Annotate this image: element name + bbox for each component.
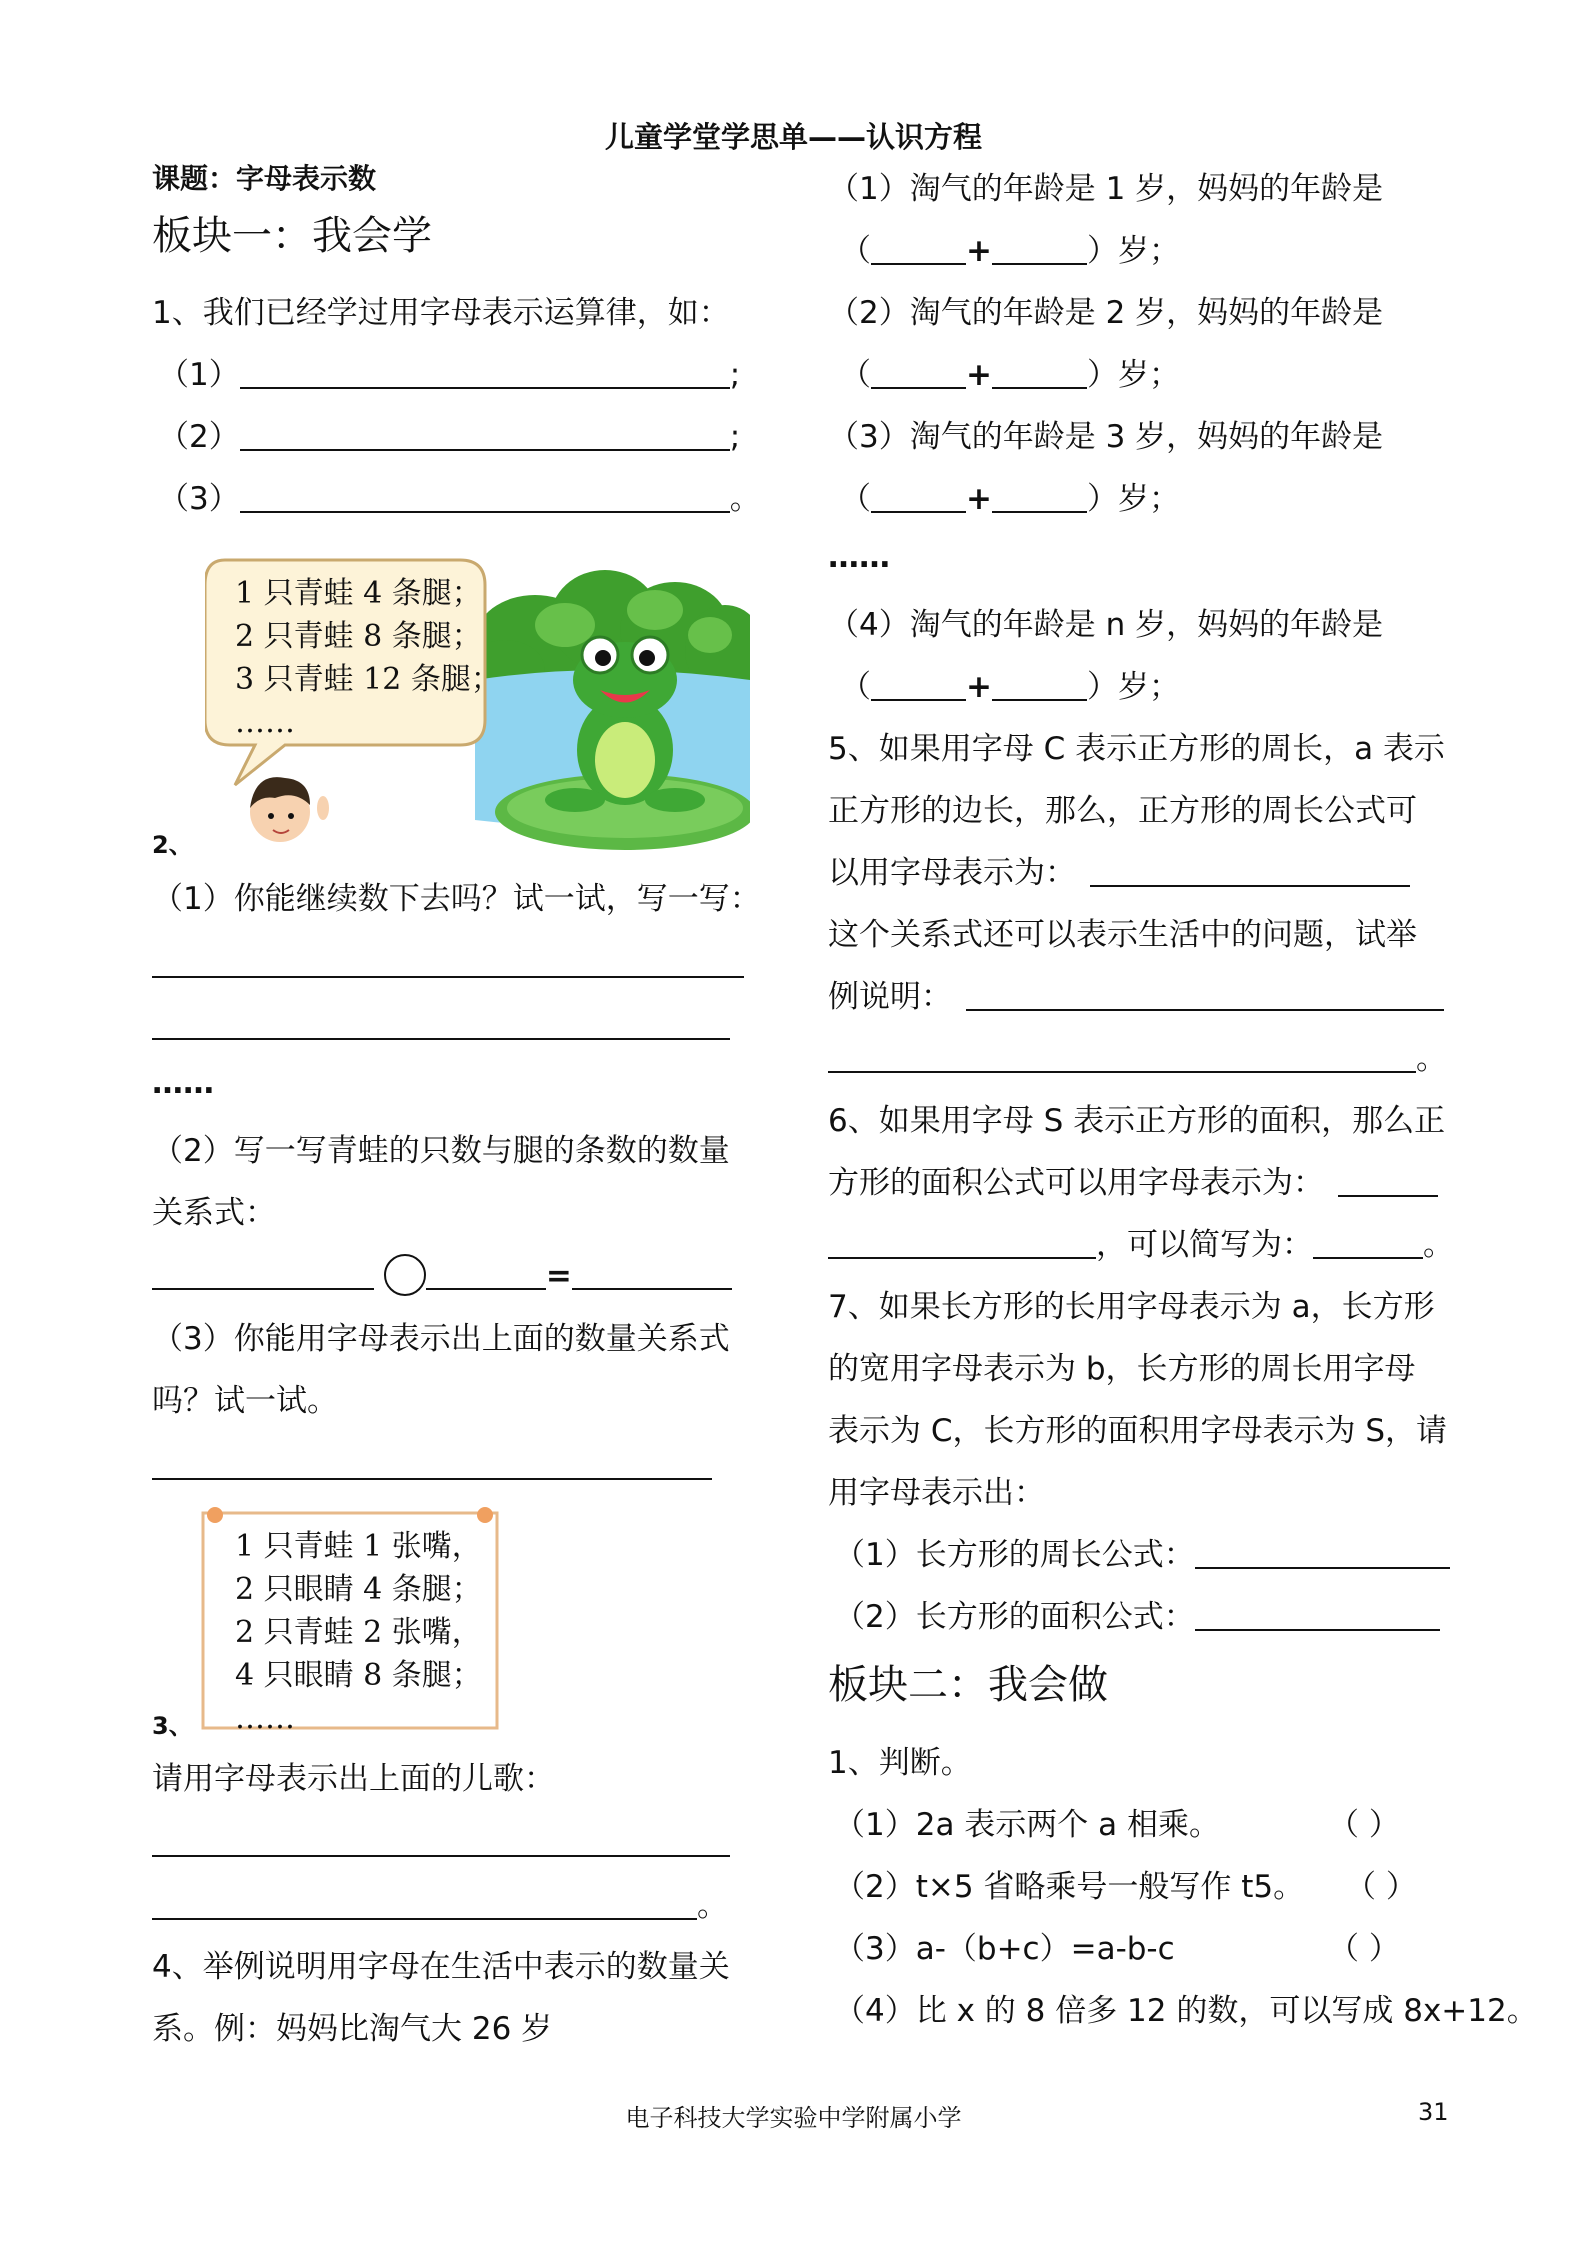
answer-blank[interactable] [572,1256,732,1290]
q7-line4: 用字母表示出： [828,1475,1045,1511]
answer-blank[interactable] [992,667,1087,701]
age-a1 [840,230,1180,272]
song-line: 2 只青蛙 2 张嘴， [235,1615,482,1650]
song-line: …… [235,1701,295,1736]
paren: （ [840,669,871,705]
bubble-line: …… [235,705,295,740]
q6-line3 [828,1224,1454,1266]
q2-sub3-line1: （3）你能用字母表示出上面的数量关系式 [152,1321,730,1357]
bubble-line: 3 只青蛙 12 条腿； [235,662,501,697]
judge-paren-2[interactable]: （ ） [1345,1869,1417,1905]
topic: 课题：字母表示数 [152,162,377,195]
answer-line[interactable] [152,1478,712,1480]
age-a4 [840,666,1180,708]
q4-line2: 系。例：妈妈比淘气大 26 岁 [152,2011,553,2047]
age-suffix: ）岁； [1086,669,1180,705]
answer-blank[interactable] [992,231,1087,265]
answer-line[interactable] [152,1855,730,1857]
q7-area-prompt: （2）长方形的面积公式： [834,1599,1195,1635]
answer-blank[interactable] [1195,1597,1440,1631]
answer-blank[interactable] [828,1039,1416,1073]
answer-blank[interactable] [828,1225,1096,1259]
dots: …… [152,1065,214,1101]
song-line: 4 只眼睛 8 条腿； [235,1658,482,1693]
q7-line3: 表示为 C，长方形的面积用字母表示为 S，请 [828,1413,1448,1449]
song-line: 2 只眼睛 4 条腿； [235,1572,482,1607]
q5-line1: 5、如果用字母 C 表示正方形的周长，a 表示 [828,731,1445,767]
q7-perimeter [834,1534,1450,1576]
bubble-line: 1 只青蛙 4 条腿； [235,576,482,611]
answer-blank[interactable] [152,1886,697,1920]
paren: （ [840,481,871,517]
judge-item-4: （4）比 x 的 8 倍多 12 的数，可以写成 8x+12。 [834,1993,1538,2029]
q5-prompt: 以用字母表示为： [828,855,1076,891]
q6-line1: 6、如果用字母 S 表示正方形的面积，那么正 [828,1103,1446,1139]
q7-perimeter-prompt: （1）长方形的周长公式： [834,1537,1195,1573]
plus-sign: + [966,669,992,705]
dots: …… [828,539,890,575]
age-suffix: ）岁； [1086,481,1180,517]
age-a3 [840,478,1180,520]
q7-line2: 的宽用字母表示为 b，长方形的周长用字母 [828,1351,1416,1387]
q5-line5 [828,976,1444,1018]
age-q4: （4）淘气的年龄是 n 岁，妈妈的年龄是 [828,607,1384,643]
bubble-line: 2 只青蛙 8 条腿； [235,619,482,654]
line-end: 。 [697,1888,728,1924]
footer-school: 电子科技大学实验中学附属小学 [625,2104,962,2132]
judge-title: 1、判断。 [828,1745,972,1781]
boy [250,777,329,842]
section-1-heading: 板块一：我会学 [152,213,432,259]
answer-blank[interactable] [871,667,966,701]
age-suffix: ）岁； [1086,233,1180,269]
q4-line1: 4、举例说明用字母在生活中表示的数量关 [152,1949,730,1985]
answer-blank[interactable] [966,977,1444,1011]
relation-blanks [152,1254,732,1297]
q5-line3 [828,852,1410,894]
judge-item-1: （1）2a 表示两个 a 相乘。 [834,1807,1221,1843]
answer-blank[interactable] [426,1256,546,1290]
judge-item-3: （3）a-（b+c）=a-b-c [834,1931,1175,1967]
q2-sub3-line2: 吗？试一试。 [152,1383,338,1419]
age-q3: （3）淘气的年龄是 3 岁，妈妈的年龄是 [828,419,1384,455]
answer-blank[interactable] [1313,1225,1423,1259]
q7-line1: 7、如果长方形的长用字母表示为 a，长方形 [828,1289,1435,1325]
equals-sign: = [545,1258,572,1294]
answer-blank[interactable] [240,355,730,389]
answer-blank[interactable] [992,479,1087,513]
q5-line4: 这个关系式还可以表示生活中的问题，试举 [828,917,1417,953]
q6-prompt: 方形的面积公式可以用字母表示为： [828,1165,1324,1201]
song-scroll [195,1505,505,1736]
line-end: 。 [1416,1041,1447,1077]
q1-item-end: ; [729,419,741,455]
q1-item-label: （2） [158,419,240,455]
plus-sign: + [966,233,992,269]
q1-item-label: （3） [158,481,240,517]
page-title: 儿童学堂学思单——认识方程 [604,120,982,154]
plus-sign: + [966,481,992,517]
song-answer-2 [152,1885,728,1927]
q1-item-end: ; [729,357,741,393]
answer-blank[interactable] [240,479,730,513]
section-2-heading: 板块二：我会做 [828,1662,1108,1708]
q1-text: 1、我们已经学过用字母表示运算律，如： [152,295,730,331]
bubble-text [235,572,501,744]
age-q2: （2）淘气的年龄是 2 岁，妈妈的年龄是 [828,295,1384,331]
q6-line2 [828,1162,1438,1204]
judge-paren-3[interactable]: （ ） [1328,1931,1400,1967]
q1-item-label: （1） [158,357,240,393]
q1-item-1 [158,354,740,396]
answer-blank[interactable] [1090,853,1410,887]
q2-number: 2、 [152,831,193,859]
q5-example-prompt: 例说明： [828,979,952,1015]
paren: （ [840,233,871,269]
page-number: 31 [1418,2098,1449,2126]
song-line: 1 只青蛙 1 张嘴， [235,1529,482,1564]
q5-line6 [828,1038,1447,1080]
age-suffix: ）岁； [1086,357,1180,393]
q2-sub2-line1: （2）写一写青蛙的只数与腿的条数的数量 [152,1133,730,1169]
q1-item-end: 。 [729,481,761,517]
answer-blank[interactable] [240,417,730,451]
answer-blank[interactable] [871,231,966,265]
q3-number: 3、 [152,1712,193,1740]
answer-blank[interactable] [992,355,1087,389]
paren: （ [840,357,871,393]
answer-blank[interactable] [1338,1163,1438,1197]
q6-short-prompt: ，可以简写为： [1096,1227,1313,1263]
q1-item-2 [158,416,740,458]
q1-item-3 [158,478,761,520]
answer-blank[interactable] [871,479,966,513]
q2-sub2-line2: 关系式： [152,1195,276,1231]
answer-blank[interactable] [152,1256,374,1290]
answer-blank[interactable] [871,355,966,389]
judge-paren-1[interactable]: （ ） [1328,1807,1400,1843]
q2-sub1: （1）你能继续数下去吗？试一试，写一写： [152,881,761,917]
q7-area [834,1596,1440,1638]
age-a2 [840,354,1180,396]
age-q1: （1）淘气的年龄是 1 岁，妈妈的年龄是 [828,171,1384,207]
q3-text: 请用字母表示出上面的儿歌： [152,1761,555,1797]
line-end: 。 [1423,1227,1454,1263]
q5-line2: 正方形的边长，那么，正方形的周长公式可 [828,793,1417,829]
judge-item-2: （2）t×5 省略乘号一般写作 t5。 [834,1869,1305,1905]
operator-circle[interactable] [384,1254,426,1296]
answer-line[interactable] [152,1038,730,1040]
frog-illustration [205,550,750,855]
answer-blank[interactable] [1195,1535,1450,1569]
answer-line[interactable] [152,976,744,978]
plus-sign: + [966,357,992,393]
song-text [235,1525,482,1740]
